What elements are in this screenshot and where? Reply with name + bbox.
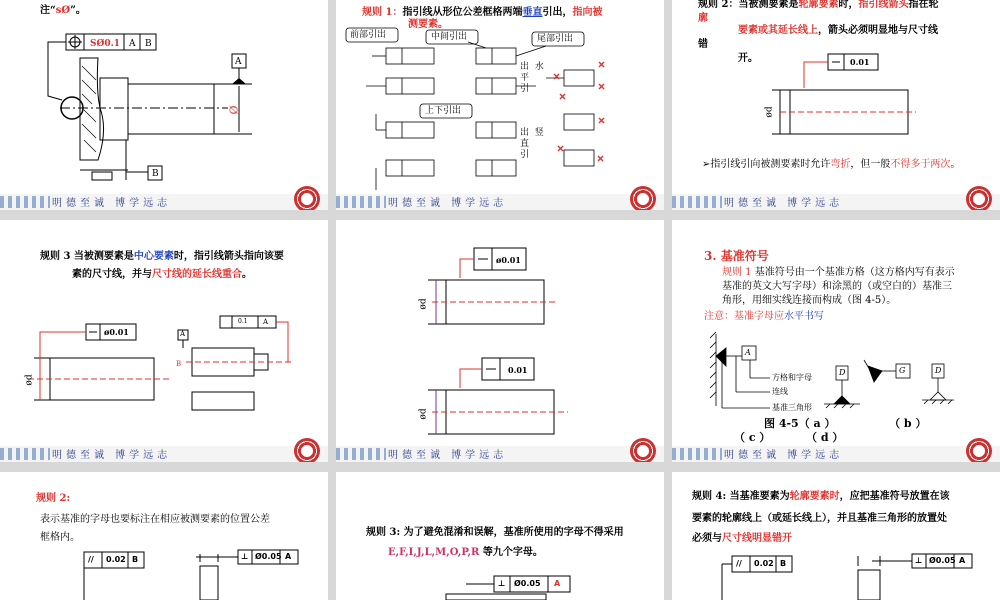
label-vout: 出 竖 直 引 xyxy=(520,128,544,160)
slide4-rule: 规则 3 当被测要素是中心要素时，指引线箭头指向该要 xyxy=(40,251,284,262)
footer-text: 明德至诚 博学远志 xyxy=(52,198,172,209)
slide4-frame2-datum: A xyxy=(263,318,269,326)
slide6-fig-d: （ d ） xyxy=(806,431,844,444)
slide1-drawing xyxy=(0,0,328,210)
slide6-heading: 3. 基准符号 xyxy=(704,249,769,263)
slide6-rule-l2: 基准的英文大写字母）和涂黑的（或空白的）基准三 xyxy=(722,281,952,292)
slide1-frame-b: B xyxy=(145,39,152,49)
slide3-rule-l3a: 错 xyxy=(698,39,708,50)
footer-text: 明德至诚 博学远志 xyxy=(724,450,844,461)
slide6-letter-a: A xyxy=(745,348,751,357)
slide9-drawing xyxy=(672,472,1000,600)
label-hout: 出 水 平 引 xyxy=(520,62,544,94)
slide3-note: ➢指引线引向被测要素时允许弯折，但一般不得多于两次。 xyxy=(702,159,961,170)
slide9-frame1-datum: B xyxy=(780,559,787,568)
slide9-frame2-sym: ⊥ xyxy=(915,556,923,565)
slide-3[interactable] xyxy=(672,0,1000,210)
footer-text: 明德至诚 博学远志 xyxy=(388,450,508,461)
slide6-label-line: 连线 xyxy=(772,387,788,396)
slide1-frame-a: A xyxy=(129,39,136,49)
slide6-fig-caption: 图 4-5（ a ） （ b ） xyxy=(764,417,927,430)
slide9-line1: 规则 4: 当基准要素为轮廓要素时，应把基准符号放置在该 xyxy=(692,491,950,502)
slide-5[interactable] xyxy=(336,220,664,462)
slide6-letter-d1: D xyxy=(839,368,846,377)
slide8-frame-sym: ⊥ xyxy=(498,579,506,588)
school-logo-icon xyxy=(966,186,992,210)
slide1-frame-tol: SØ0.1 xyxy=(90,39,120,49)
slide7-frame1-sym: // xyxy=(88,555,94,564)
slide9-line2: 要素的轮廓线上（或延长线上），并且基准三角形的放置处 xyxy=(692,513,947,524)
slide4-frame-tol: ø0.01 xyxy=(104,327,129,337)
slide6-rule-l3: 角形，用细实线连接而构成（图 4-5）。 xyxy=(722,295,897,306)
slide6-rule-l1: 规则 1 基准符号由一个基准方格（这方格内写有表示 xyxy=(722,267,955,278)
slide8-frame-datum: A xyxy=(554,579,561,588)
footer-text: 明德至诚 博学远志 xyxy=(52,450,172,461)
slide1-dim-dia: Ø xyxy=(227,105,241,115)
slide4-dim-label: ød xyxy=(24,374,35,386)
slide5-dim-label-1: ød xyxy=(418,298,429,310)
slide5-frame2-tol: 0.01 xyxy=(508,365,528,375)
slide4-dim-b: B xyxy=(176,360,182,368)
label-front: 前部引出 xyxy=(350,30,387,40)
slide7-frame2-tol: Ø0.05 xyxy=(255,552,282,561)
slide3-footer xyxy=(672,194,1000,210)
slide3-frame-tol: 0.01 xyxy=(850,57,870,67)
slide4-datum: A xyxy=(180,330,186,338)
slide7-heading: 规则 2: xyxy=(36,493,71,504)
slide4-frame2-tol: 0.1 xyxy=(238,318,248,325)
slide6-footer xyxy=(672,446,1000,462)
slide-6[interactable] xyxy=(672,220,1000,462)
school-logo-icon xyxy=(294,186,320,210)
slide-4[interactable] xyxy=(0,220,328,462)
slide3-rule-l2: 要素或其延长线上，箭头必须明显地与尺寸线 xyxy=(738,25,938,36)
slide9-frame1-sym: // xyxy=(736,559,742,568)
slide9-frame2-datum: A xyxy=(959,556,966,565)
slide7-drawing xyxy=(0,472,328,600)
school-logo-icon xyxy=(294,438,320,462)
slide7-line2: 框格内。 xyxy=(40,532,80,543)
slide1-datum-a: A xyxy=(235,57,242,67)
slide9-frame2-tol: Ø0.05 xyxy=(929,556,956,565)
slide3-rule: 规则 2：当被测要素是轮廓要素时，指引线箭头指在轮 xyxy=(698,0,939,10)
slide6-label-box: 方格和字母 xyxy=(772,373,812,382)
label-middle: 中间引出 xyxy=(431,32,468,42)
slide7-line1: 表示基准的字母也要标注在相应被测要素的位置公差 xyxy=(40,514,270,525)
slide2-footer xyxy=(336,194,664,210)
footer-text: 明德至诚 博学远志 xyxy=(388,198,508,209)
slide8-frame-tol: Ø0.05 xyxy=(514,579,541,588)
slide2-rule: 规则 1：指引线从形位公差框格两端垂直引出，指向被 xyxy=(362,7,603,18)
label-tail: 尾部引出 xyxy=(537,34,574,44)
slide4-footer xyxy=(0,446,328,462)
slide-8[interactable] xyxy=(336,472,664,600)
slide5-frame1-tol: ø0.01 xyxy=(496,255,521,265)
label-updown: 上下引出 xyxy=(425,106,462,116)
slide1-footer xyxy=(0,194,328,210)
slide3-rule-l2a: 廓 xyxy=(698,13,708,24)
slide1-note: 注“sØ”。 xyxy=(40,5,86,16)
slide8-rule: 规则 3: 为了避免混淆和误解，基准所使用的字母不得采用 xyxy=(366,527,624,538)
slide9-line3: 必须与尺寸线明显错开 xyxy=(692,533,792,544)
slide6-fig-c: （ c ） xyxy=(734,431,771,444)
slide2-rule-line2: 测要素。 xyxy=(408,19,448,30)
footer-text: 明德至诚 博学远志 xyxy=(724,198,844,209)
slide3-drawing xyxy=(672,0,1000,210)
slide5-footer xyxy=(336,446,664,462)
school-logo-icon xyxy=(966,438,992,462)
slide4-drawing xyxy=(0,220,328,462)
slide4-rule-l2: 素的尺寸线，并与尺寸线的延长线重合。 xyxy=(72,269,252,280)
slide3-rule-l3b: 开。 xyxy=(738,53,758,64)
slide6-letter-g: G xyxy=(899,366,906,375)
school-logo-icon xyxy=(630,186,656,210)
slide-7[interactable] xyxy=(0,472,328,600)
slide3-dim-label: ød xyxy=(764,106,775,118)
slide6-letter-d2: D xyxy=(935,366,942,375)
slide8-letters-line: E,F,I,J,L,M,O,P,R 等九个字母。 xyxy=(388,547,543,558)
slide1-datum-b: B xyxy=(152,169,159,179)
slide-1[interactable] xyxy=(0,0,328,210)
slide-2[interactable] xyxy=(336,0,664,210)
slide5-dim-label-2: ød xyxy=(418,408,429,420)
slide7-frame2-datum: A xyxy=(285,552,292,561)
slide7-frame1-datum: B xyxy=(132,555,139,564)
school-logo-icon xyxy=(630,438,656,462)
slide6-label-tri: 基准三角形 xyxy=(772,403,812,412)
slide7-frame2-sym: ⊥ xyxy=(241,552,249,561)
slide6-note: 注意：基准字母应水平书写 xyxy=(704,311,824,322)
slide-9[interactable] xyxy=(672,472,1000,600)
slide9-frame1-tol: 0.02 xyxy=(754,559,774,568)
slide7-frame1-tol: 0.02 xyxy=(106,555,126,564)
